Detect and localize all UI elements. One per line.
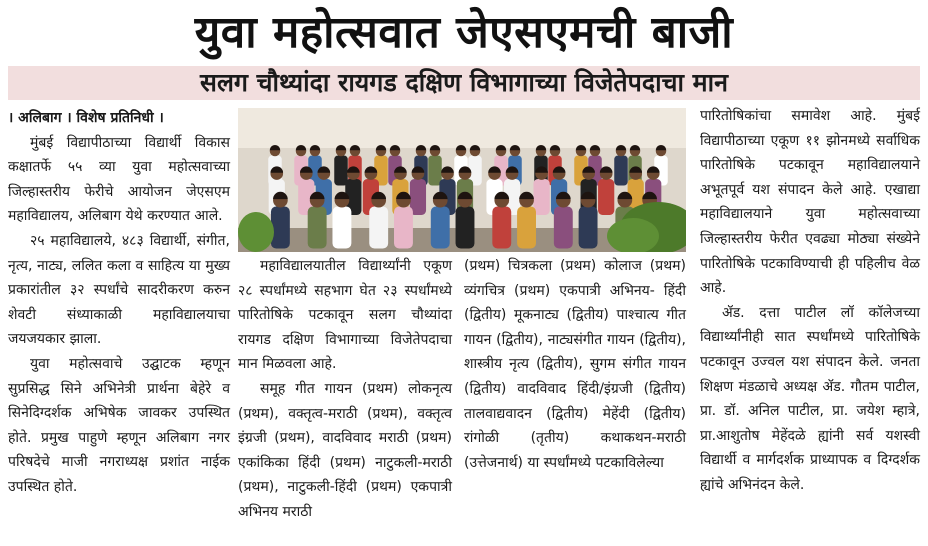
subheadline: सलग चौथ्यांदा रायगड दक्षिण विभागाच्या विजेतेपदाचा मान <box>8 66 920 100</box>
paragraph: महाविद्यालयातील विद्यार्थ्यांनी एकूण २८ स्पर्धांमध्ये सहभाग घेत २३ स्पर्धांमध्ये पारितोषिके पटकावून सलग चौथ्यांदा रायगड दक्षिण विभागाच्या विजेतेपदाचा मान मिळवला आहे. <box>238 258 452 373</box>
paragraph: पारितोषिकांचा समावेश आहे. मुंबई विद्यापीठाच्या एकूण ११ झोनमध्ये सर्वाधिक पारितोषिके पटकावून महाविद्यालयाने अभूतपूर्व यश संपादन केले आहे. एखाद्या महाविद्यालयाने युवा महोत्सवाच्या जिल्हास्तरीय फेरीत एवढ्या मोठ्या संख्येने पारितोषिके पटकाविण्याची ही पहिलीच वेळ आहे. <box>700 108 920 297</box>
paragraph: समूह गीत गायन (प्रथम) लोकनृत्य (प्रथम), वक्तृत्व-मराठी (प्रथम), वक्तृत्व इंग्रजी (प्रथम), वादविवाद मराठी (प्रथम) एकांकिका हिंदी (प्रथम) नाटुकली-मराठी (प्रथम), नाटुकली-हिंदी (प्रथम) एकपात्री अभिनय मराठी <box>238 380 452 520</box>
dateline: । अलिबाग । विशेष प्रतिनिधी । <box>8 110 164 126</box>
paragraph: युवा महोत्सवाचे उद्घाटक म्हणून सुप्रसिद्ध सिने अभिनेत्री प्रार्थना बेहेरे व सिनेदिग्दर्शक अभिषेक जावकर उपस्थित होते. प्रमुख पाहुणे म्हणून अलिबाग नगर परिषदेचे माजी नगराध्यक्ष प्रशांत नाईक उपस्थित होते. <box>8 355 230 495</box>
paragraph: ॲड. दत्ता पाटील लॉ कॉलेजच्या विद्यार्थ्यांनीही सात स्पर्धांमध्ये पारितोषिके पटकावून उज्वल यश संपादन केले. जनता शिक्षण मंडळाचे अध्यक्ष ॲड. गौतम पाटील, प्रा. डॉ. अनिल पाटील, प्रा. जयेश म्हात्रे, प्रा.आशुतोष मेहेंदळे ह्यांनी सर्व यशस्वी विद्यार्थी व मार्गदर्शक प्राध्यापक व दिग्दर्शक ह्यांचे अभिनंदन केले. <box>700 304 920 493</box>
paragraph: (प्रथम) चित्रकला (प्रथम) कोलाज (प्रथम) व्यंगचित्र (प्रथम) एकपात्री अभिनय- हिंदी (द्वितीय) मूकनाट्य (द्वितीय) पाश्चात्य गीत गायन (द्वितीय), नाट्यसंगीत गायन (द्वितीय), शास्त्रीय नृत्य (द्वितीय), सुगम संगीत गायन (द्वितीय) वादविवाद हिंदी/इंग्रजी (द्वितीय) तालवाद्यवादन (द्वितीय) मेहेंदी (द्वितीय) रांगोळी (तृतीय) कथाकथन-मराठी (उत्तेजनार्थ) या स्पर्धांमध्ये पटकाविलेल्या <box>464 258 686 471</box>
article-column-3 <box>464 254 686 475</box>
article-column-1 <box>8 106 230 500</box>
paragraph: मुंबई विद्यापीठाच्या विद्यार्थी विकास कक्षातर्फे ५५ व्या युवा महोत्सवाच्या जिल्हास्तरीय फेरीचे आयोजन जेएसएम महाविद्यालय, अलिबाग येथे करण्यात आले. <box>8 134 230 225</box>
group-photo-icon <box>238 108 686 252</box>
paragraph: २५ महाविद्यालये, ४८३ विद्यार्थी, संगीत, नृत्य, नाट्य, ललित कला व साहित्य या मुख्य प्रकारांतील ३२ स्पर्धांचे सादरीकरण करुन शेवटी संध्याकाळी महाविद्यालयाचा जयजयकार झाला. <box>8 232 230 348</box>
article-column-2 <box>238 254 452 525</box>
group-photo <box>238 108 686 252</box>
article-column-4 <box>700 104 920 498</box>
headline: युवा महोत्सवात जेएसएमची बाजी <box>194 7 734 58</box>
